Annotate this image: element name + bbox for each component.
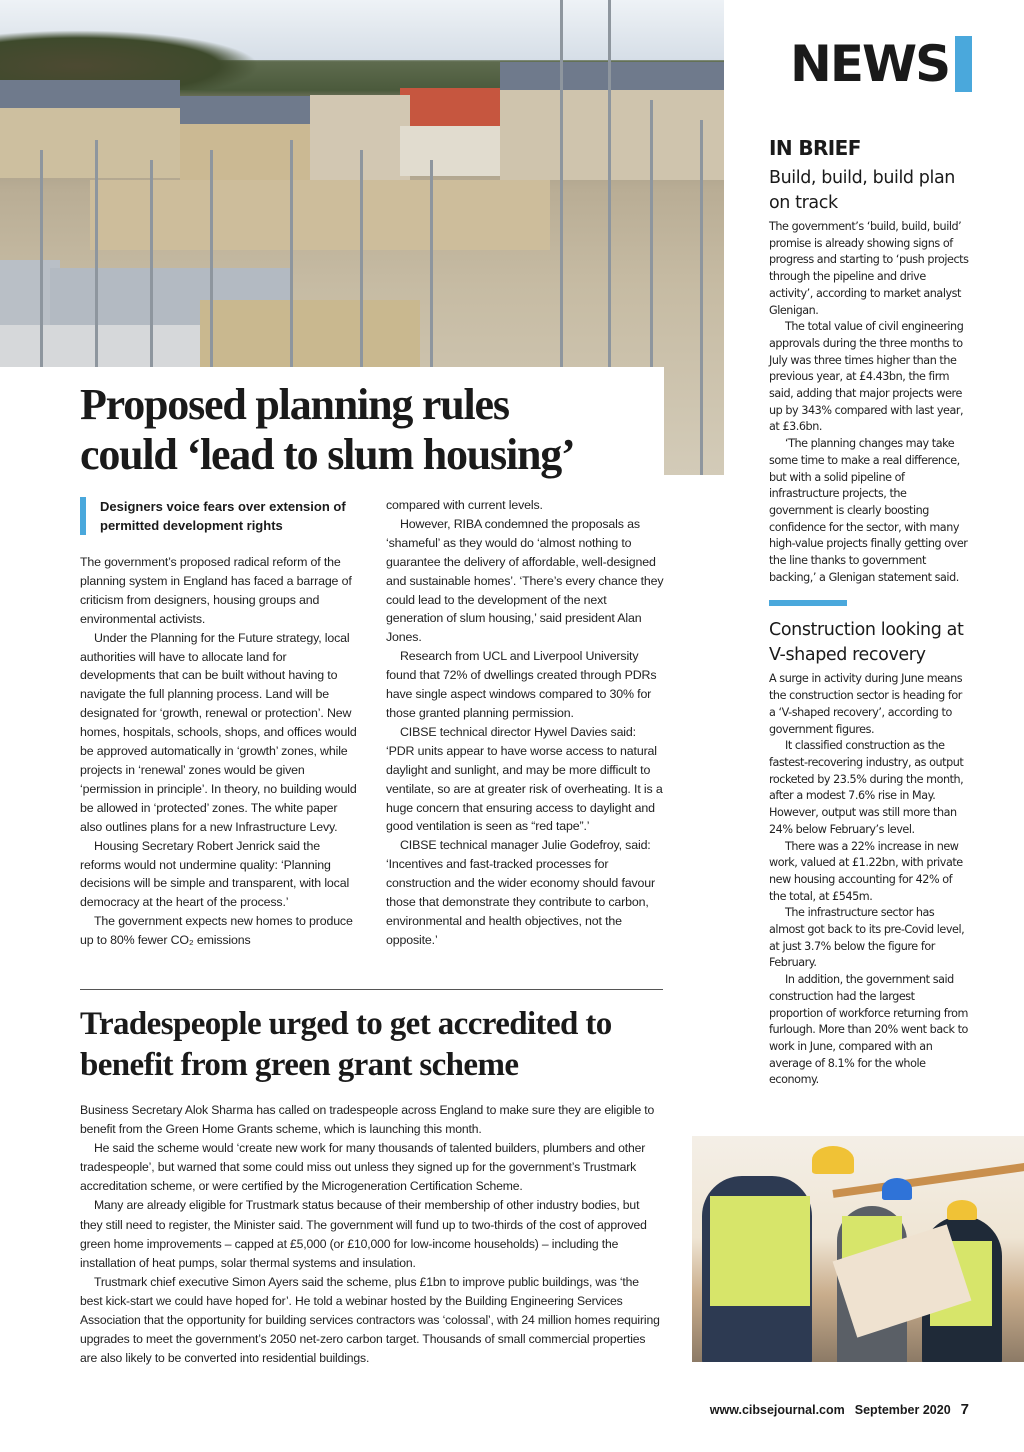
- photo-hard-hat: [947, 1200, 977, 1220]
- second-story-body: [80, 1101, 664, 1368]
- photo-house-wall: [0, 108, 180, 178]
- paragraph: He said the scheme would ‘create new work for many thousands of talented builders, plumbers and other tradespeople’, but warned that some could miss out unless they signed up for the government’s Trustmark accreditation scheme, or were certified by the Microgeneration Certification Scheme.: [80, 1141, 646, 1194]
- photo-scaffold-pole: [40, 150, 43, 370]
- paragraph: Housing Secretary Robert Jenrick said the reforms would not undermine quality: ‘Planning decisions will be simple and transparent, with local democracy at the heart of the process.’: [80, 838, 350, 910]
- main-story-column-2: [386, 496, 666, 950]
- paragraph: The government’s ‘build, build, build’ promise is already showing signs of progress and starting to ‘push projects through the pipeline and drive activity’, according to market analyst Glenigan.: [769, 220, 969, 317]
- paragraph: Business Secretary Alok Sharma has called on tradespeople across England to make sure they are eligible to benefit from the Green Home Grants scheme, which is launching this month.: [80, 1103, 655, 1137]
- headline-line-2: could ‘lead to slum housing’: [80, 430, 575, 479]
- story-divider: [80, 989, 663, 990]
- paragraph: The total value of civil engineering approvals during the three months to July was three times higher than the previous year, at £4.43bn, the firm said, adding that major projects were up by 343% compared with last year, at £3.6bn.: [769, 320, 964, 434]
- paragraph: CIBSE technical director Hywel Davies said: ‘PDR units appear to have worse access to natural daylight and sunlight, and may be more difficult to ventilate, so are at greater risk of overheating. It is a huge concern that ensuring access to daylight and good ventilation is seen as “red tape”.’: [386, 724, 663, 834]
- photo-scaffold-pole: [95, 140, 98, 370]
- accent-bar: [955, 36, 972, 92]
- photo-roof: [180, 96, 320, 124]
- section-masthead: [790, 35, 972, 93]
- paragraph: In addition, the government said construction had the largest proportion of workforce returning from furlough. More than 20% went back to work in June, compared with an average of 8.1% for the whole economy.: [769, 973, 968, 1087]
- headline-line-1: Tradespeople urged to get accredited to: [80, 1006, 612, 1042]
- standfirst: Designers voice fears over extension of permitted development rights: [80, 497, 360, 535]
- photo-scaffold-pole: [150, 160, 153, 370]
- photo-house-wall: [400, 126, 500, 176]
- page-footer: [710, 1401, 969, 1418]
- photo-hard-hat: [812, 1146, 854, 1174]
- second-headline: [80, 1004, 680, 1086]
- photo-roof: [0, 80, 180, 108]
- photo-scaffold-pole: [430, 160, 433, 370]
- photo-scaffold-pole: [360, 150, 363, 370]
- paragraph: A surge in activity during June means the construction sector is heading for a ‘V-shaped recovery’, according to government figures.: [769, 672, 963, 736]
- brief-item: [769, 166, 969, 586]
- paragraph: Many are already eligible for Trustmark status because of their membership of other industry bodies, but they still need to register, the Minister said. The government will fund up to two-thirds of the cost of approved green home improvements – capped at £5,000 (or £10,000 for low-income households) – including the installation of heat pumps, solar thermal systems and insulation.: [80, 1198, 647, 1270]
- workers-photo: [692, 1136, 1024, 1362]
- in-brief-sidebar: [769, 136, 969, 1089]
- page-number: 7: [960, 1401, 969, 1418]
- photo-crane: [832, 1162, 1024, 1198]
- brief-headline: Construction looking at V-shaped recovery: [769, 620, 964, 666]
- footer-url[interactable]: www.cibsejournal.com: [709, 1403, 845, 1417]
- photo-house-wall: [500, 90, 724, 180]
- photo-scaffold-pole: [290, 140, 293, 370]
- paragraph: Research from UCL and Liverpool University found that 72% of dwellings created through PDRs have single aspect windows compared to 30% for those granted planning permission.: [386, 649, 657, 720]
- photo-roof: [500, 62, 724, 90]
- photo-scaffold-pole: [700, 120, 703, 475]
- headline-line-2: benefit from green grant scheme: [80, 1047, 519, 1083]
- photo-slab: [0, 325, 200, 367]
- paragraph: Under the Planning for the Future strategy, local authorities will have to allocate land for developments that can be built without having to navigate the full planning process. Land will be designated for ‘growth, renewal or protection’. New homes, hospitals, schools, shops, and offices would be approved automatically in ‘growth’ zones, while projects in ‘renewal’ zones would be given ‘permission in principle’. In theory, no building would be allowed in ‘protected’ zones. The white paper also outlines plans for a new Infrastructure Levy.: [80, 630, 357, 834]
- brief-headline: Build, build, build plan on track: [769, 168, 955, 213]
- paragraph: ‘The planning changes may take some time to make a real difference, but with a solid pipeline of infrastructure projects, the government is clearly boosting confidence for the sector, with many high-value projects finally getting over the line thanks to government backing,’ a Glenigan statement said.: [769, 437, 968, 584]
- footer-issue: September 2020: [854, 1403, 951, 1417]
- paragraph: It classified construction as the fastest-recovering industry, as output rocketed by 23.5% during the month, after a modest 7.6% rise in May. However, output was still more than 24% below February’s level.: [769, 739, 964, 836]
- brief-separator: [769, 600, 847, 606]
- paragraph: CIBSE technical manager Julie Godefroy, said: ‘Incentives and fast-tracked processes for construction and the wider economy should favour those that demonstrate they contribute to carbon, environmental and health objectives, not the opposite.’: [386, 838, 655, 947]
- photo-stone-wall: [200, 300, 420, 367]
- paragraph: The infrastructure sector has almost got back to its pre-Covid level, at just 3.7% below the figure for February.: [769, 906, 965, 970]
- main-story-column-1: [80, 553, 360, 950]
- photo-scaffold-deck: [90, 180, 550, 250]
- headline-line-1: Proposed planning rules: [80, 380, 509, 429]
- paragraph: compared with current levels.: [386, 498, 543, 512]
- photo-scaffold-pole: [210, 150, 213, 370]
- in-brief-label: IN BRIEF: [769, 136, 861, 160]
- paragraph: The government’s proposed radical reform of the planning system in England has faced a barrage of criticism from designers, housing groups and environmental activists.: [80, 555, 352, 626]
- photo-hard-hat: [882, 1178, 912, 1200]
- main-headline: [80, 380, 680, 480]
- brief-item: [769, 618, 969, 1089]
- photo-red-roof: [400, 88, 500, 126]
- paragraph: There was a 22% increase in new work, valued at £1.22bn, with private new housing accounting for 42% of the total, at £545m.: [769, 839, 963, 903]
- photo-hivis-vest: [710, 1196, 810, 1306]
- section-title: NEWS: [790, 35, 950, 93]
- paragraph: The government expects new homes to produce up to 80% fewer CO₂ emissions: [80, 914, 353, 948]
- paragraph: Trustmark chief executive Simon Ayers said the scheme, plus £1bn to improve public buildings, was ‘the best kick-start we could have hoped for’. He told a webinar hosted by the Building Engineering Services Association that the opportunity for building services contractors was ‘colossal’, with 24 million homes requiring upgrades to meet the government’s 2050 net-zero carbon target. Thousands of small commercial properties are also likely to be converted into residential buildings.: [80, 1274, 660, 1366]
- paragraph: However, RIBA condemned the proposals as ‘shameful’ as they would do ‘almost nothing to guarantee the delivery of affordable, well-designed and sustainable homes’. ‘There’s every chance they could lead to the development of the next generation of slum housing,’ said president Alan Jones.: [386, 516, 664, 645]
